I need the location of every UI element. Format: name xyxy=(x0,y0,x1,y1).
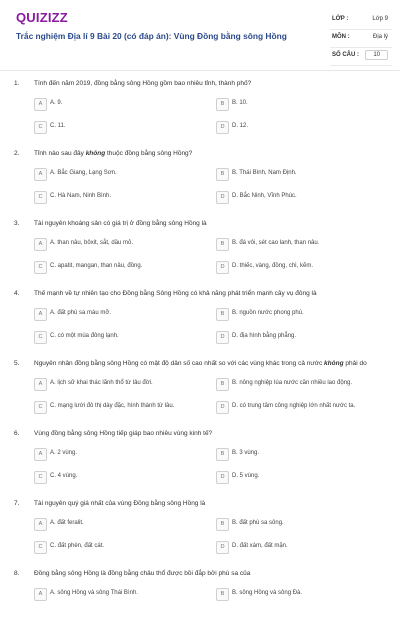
option-text: C. đất phèn, đất cát. xyxy=(50,543,105,549)
option-text: A. sông Hồng và sông Thái Bình. xyxy=(50,590,138,596)
question-7 xyxy=(0,500,400,570)
option-letter-badge: B xyxy=(216,308,229,321)
option-letter-badge: C xyxy=(34,331,47,344)
question-text-start: Tỉnh nào sau đây xyxy=(34,150,86,157)
question-number: 2. xyxy=(14,150,20,157)
answer-option-c[interactable] xyxy=(34,401,214,415)
emphasis-word: không xyxy=(85,150,106,157)
question-number: 1. xyxy=(14,80,20,87)
answer-option-c[interactable] xyxy=(34,471,214,485)
option-text: B. sông Hồng và sông Đà. xyxy=(232,590,303,596)
option-letter-badge: D xyxy=(216,261,229,274)
option-letter-badge: B xyxy=(216,98,229,111)
option-letter-badge: A xyxy=(34,98,47,111)
worksheet-header xyxy=(0,0,400,71)
question-number: 7. xyxy=(14,500,20,507)
question-4 xyxy=(0,290,400,360)
answer-option-b[interactable] xyxy=(216,98,396,112)
question-6 xyxy=(0,430,400,500)
answer-option-c[interactable] xyxy=(34,121,214,135)
option-text: B. Thái Bình, Nam Định. xyxy=(232,170,297,176)
meta-row-subject xyxy=(330,30,392,48)
emphasis-word: không xyxy=(324,360,344,367)
page-title: Trắc nghiệm Địa lí 9 Bài 20 (có đáp án): Vùng Đồng bằng sông Hồng xyxy=(16,31,287,41)
option-text: D. đất xám, đất mặn. xyxy=(232,543,288,549)
answer-option-b[interactable] xyxy=(216,308,396,322)
answer-option-d[interactable] xyxy=(216,121,396,135)
answer-option-c[interactable] xyxy=(34,331,214,345)
answer-option-a[interactable] xyxy=(34,238,214,252)
option-letter-badge: A xyxy=(34,168,47,181)
meta-key: SỐ CÂU : xyxy=(332,52,359,58)
option-letter-badge: A xyxy=(34,518,47,531)
answer-options xyxy=(34,238,390,278)
answer-option-a[interactable] xyxy=(34,518,214,532)
option-letter-badge: B xyxy=(216,448,229,461)
option-letter-badge: A xyxy=(34,588,47,601)
question-number: 3. xyxy=(14,220,20,227)
question-text-end: phải do xyxy=(343,360,367,367)
option-letter-badge: C xyxy=(34,121,47,134)
option-letter-badge: C xyxy=(34,261,47,274)
option-text: C. mạng lưới đô thị dày đặc, hình thành từ lâu. xyxy=(50,403,175,409)
answer-option-b[interactable] xyxy=(216,168,396,182)
meta-key: MÔN : xyxy=(332,34,350,40)
answer-option-d[interactable] xyxy=(216,331,396,345)
answer-options xyxy=(34,518,390,558)
option-text: C. có một mùa đông lạnh. xyxy=(50,333,119,339)
question-text: Tài nguyên khoáng sản có giá trị ở đồng bằng sông Hồng là xyxy=(34,220,207,227)
option-letter-badge: B xyxy=(216,378,229,391)
question-text: Thế mạnh về tự nhiên tạo cho Đồng bằng Sông Hồng có khả năng phát triển mạnh cây vụ đông là xyxy=(34,290,317,297)
option-text: B. nguồn nước phong phú. xyxy=(232,310,304,316)
option-letter-badge: B xyxy=(216,238,229,251)
question-number: 4. xyxy=(14,290,20,297)
option-text: A. đất phù sa màu mỡ. xyxy=(50,310,111,316)
option-text: C. apatit, mangan, than nâu, đồng. xyxy=(50,263,143,269)
option-text: B. đá vôi, sét cao lanh, than nâu. xyxy=(232,240,320,246)
option-text: A. đất feralit. xyxy=(50,520,84,526)
question-3 xyxy=(0,220,400,290)
option-letter-badge: D xyxy=(216,331,229,344)
answer-options xyxy=(34,588,390,628)
option-letter-badge: C xyxy=(34,471,47,484)
question-number: 5. xyxy=(14,360,20,367)
answer-option-b[interactable] xyxy=(216,238,396,252)
option-text: A. than nâu, bôxit, sắt, dầu mỏ. xyxy=(50,240,134,246)
meta-value: 10 xyxy=(365,50,388,60)
answer-options xyxy=(34,98,390,138)
answer-option-c[interactable] xyxy=(34,191,214,205)
question-text: Đồng bằng sông Hồng là đồng bằng châu thổ được bồi đắp bởi phù sa của xyxy=(34,570,251,577)
meta-value: Lớp 9 xyxy=(372,16,388,22)
answer-options xyxy=(34,308,390,348)
option-letter-badge: D xyxy=(216,541,229,554)
option-letter-badge: C xyxy=(34,541,47,554)
option-text: D. 5 vùng. xyxy=(232,473,260,479)
option-text: D. thiếc, vàng, đồng, chì, kẽm. xyxy=(232,263,314,269)
answer-option-a[interactable] xyxy=(34,168,214,182)
option-text: B. 3 vùng. xyxy=(232,450,260,456)
answer-option-a[interactable] xyxy=(34,308,214,322)
quizizz-logo: QUIZIZZ xyxy=(16,10,68,25)
meta-row-count xyxy=(330,48,392,66)
option-letter-badge: B xyxy=(216,588,229,601)
question-text xyxy=(34,360,390,367)
option-letter-badge: D xyxy=(216,401,229,414)
answer-option-b[interactable] xyxy=(216,518,396,532)
answer-option-a[interactable] xyxy=(34,448,214,462)
answer-option-d[interactable] xyxy=(216,401,396,415)
answer-option-b[interactable] xyxy=(216,378,396,392)
question-text: Tính đến năm 2019, đồng bằng sông Hồng gồm bao nhiêu tỉnh, thành phố? xyxy=(34,80,252,87)
option-text: A. 9. xyxy=(50,100,63,106)
answer-option-b[interactable] xyxy=(216,448,396,462)
option-text: B. 10. xyxy=(232,100,248,106)
answer-option-d[interactable] xyxy=(216,471,396,485)
option-text: C. Hà Nam, Ninh Bình. xyxy=(50,193,112,199)
question-text-end: thuộc đồng bằng sông Hồng? xyxy=(105,150,193,157)
answer-option-a[interactable] xyxy=(34,98,214,112)
question-5 xyxy=(0,360,400,430)
option-text: A. lịch sử khai thác lãnh thổ từ lâu đời. xyxy=(50,380,153,386)
option-text: D. Bắc Ninh, Vĩnh Phúc. xyxy=(232,193,297,199)
option-text: B. đất phù sa sông. xyxy=(232,520,284,526)
option-letter-badge: C xyxy=(34,401,47,414)
option-letter-badge: A xyxy=(34,378,47,391)
option-letter-badge: B xyxy=(216,518,229,531)
option-letter-badge: D xyxy=(216,121,229,134)
option-letter-badge: A xyxy=(34,308,47,321)
answer-options xyxy=(34,448,390,488)
question-list xyxy=(0,80,400,640)
option-text: A. 2 vùng. xyxy=(50,450,78,456)
answer-option-d[interactable] xyxy=(216,541,396,555)
answer-options xyxy=(34,378,390,418)
question-text: Vùng đồng bằng sông Hồng tiếp giáp bao nhiêu vùng kinh tế? xyxy=(34,430,213,437)
meta-row-grade xyxy=(330,12,392,30)
question-8 xyxy=(0,570,400,640)
option-text: D. địa hình bằng phẳng. xyxy=(232,333,297,339)
option-letter-badge: C xyxy=(34,191,47,204)
question-number: 6. xyxy=(14,430,20,437)
answer-options xyxy=(34,168,390,208)
answer-option-d[interactable] xyxy=(216,191,396,205)
meta-table xyxy=(330,12,392,66)
meta-key: LỚP : xyxy=(332,16,349,22)
question-text: Tài nguyên quý giá nhất của vùng Đồng bằng sông Hồng là xyxy=(34,500,206,507)
option-text: D. 12. xyxy=(232,123,249,129)
question-text xyxy=(34,150,390,157)
answer-option-a[interactable] xyxy=(34,378,214,392)
option-letter-badge: B xyxy=(216,168,229,181)
question-number: 8. xyxy=(14,570,20,577)
option-letter-badge: D xyxy=(216,191,229,204)
answer-option-c[interactable] xyxy=(34,261,214,275)
question-1 xyxy=(0,80,400,150)
meta-value: Địa lý xyxy=(372,34,388,40)
option-letter-badge: A xyxy=(34,448,47,461)
option-text: C. 11. xyxy=(50,123,66,129)
answer-option-d[interactable] xyxy=(216,261,396,275)
option-text: C. 4 vùng. xyxy=(50,473,78,479)
option-text: D. có trung tâm công nghiệp lớn nhất nước ta. xyxy=(232,403,356,409)
option-text: A. Bắc Giang, Lạng Sơn. xyxy=(50,170,117,176)
option-text: B. nông nghiệp lúa nước cần nhiều lao động. xyxy=(232,380,353,386)
option-letter-badge: A xyxy=(34,238,47,251)
question-2 xyxy=(0,150,400,220)
option-letter-badge: D xyxy=(216,471,229,484)
answer-option-c[interactable] xyxy=(34,541,214,555)
question-text-start: Nguyên nhân đồng bằng sông Hồng có mật độ dân số cao nhất so với các vùng khác trong cả nước xyxy=(34,360,325,367)
